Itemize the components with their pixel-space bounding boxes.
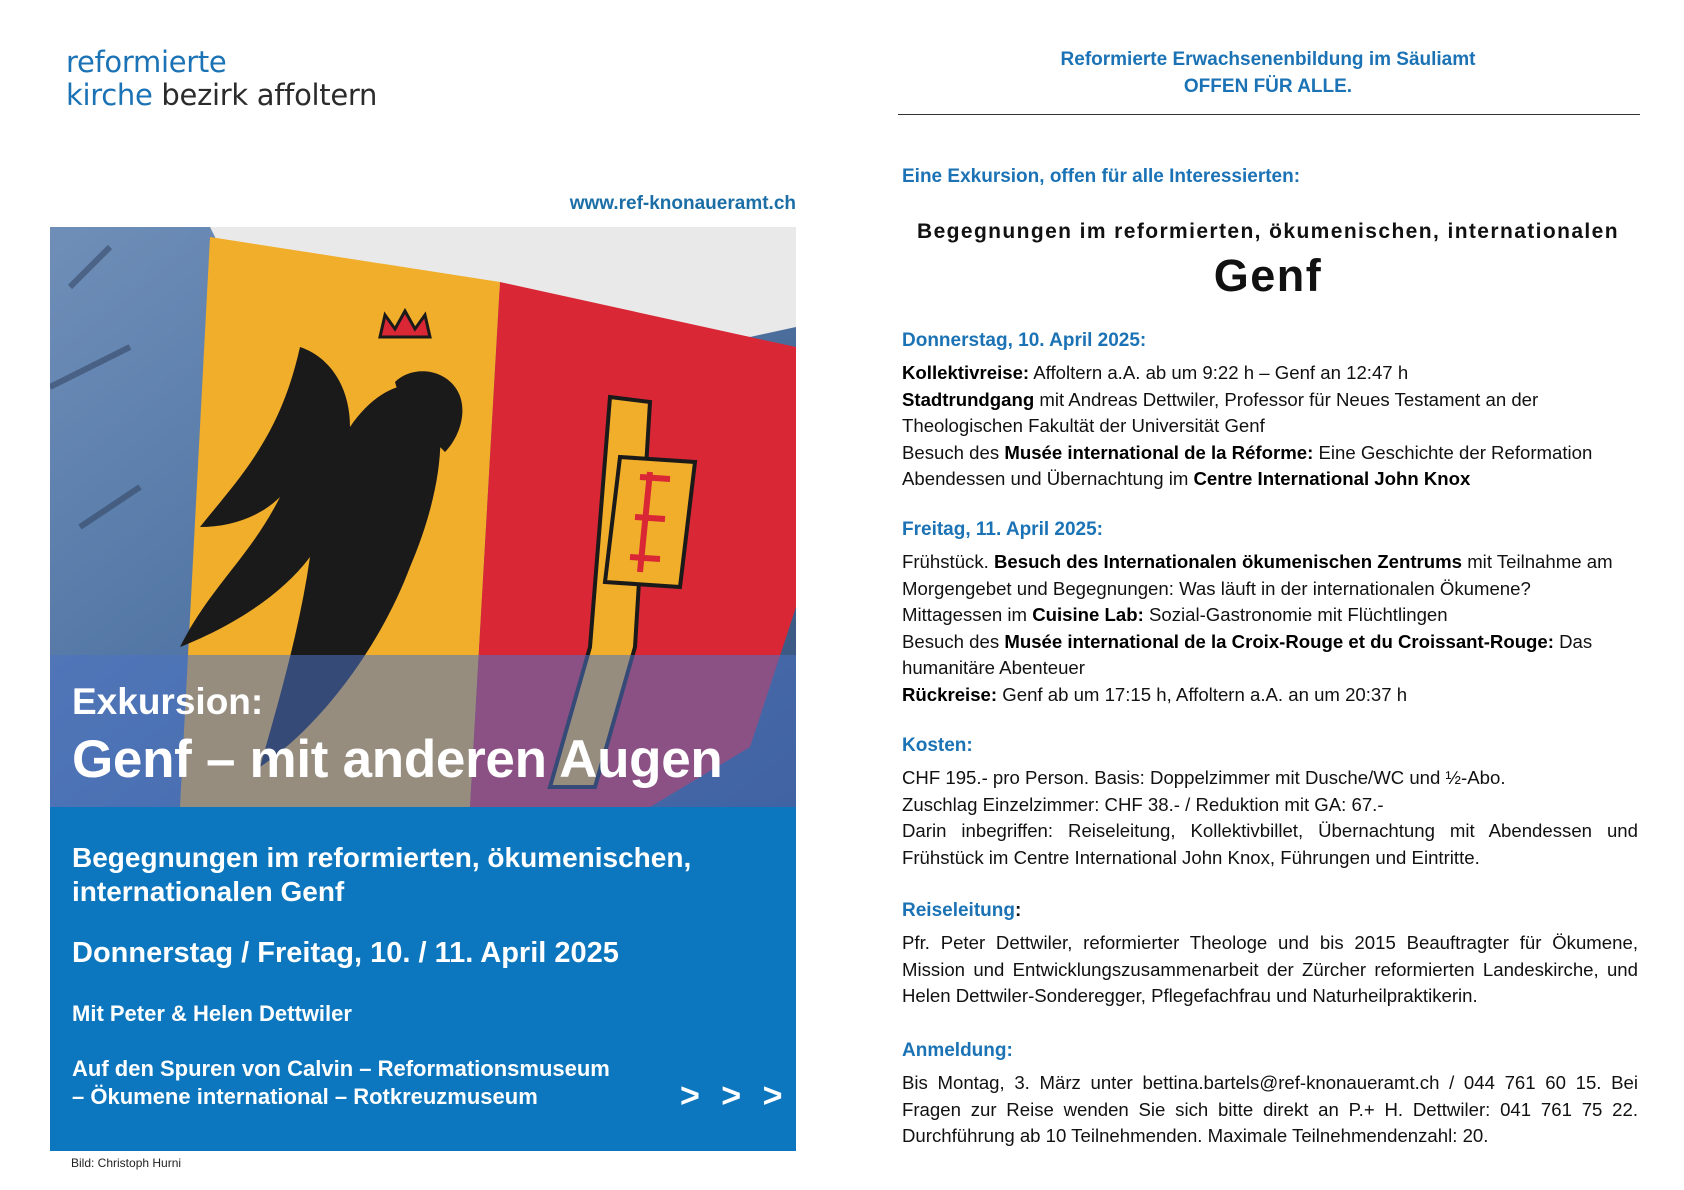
costs-section	[902, 735, 1638, 871]
day1-tour-text: mit Andreas Dettwiler, Professor für Neues Testament an der Theologischen Fakultät der Universität Genf	[902, 388, 1539, 437]
day2-line-breakfast	[902, 549, 1638, 602]
poster-dates: Donnerstag / Freitag, 10. / 11. April 2025	[72, 937, 619, 969]
header-divider	[898, 114, 1640, 115]
day2-museum-prefix: Besuch des	[902, 630, 1005, 652]
day1-section	[902, 330, 1638, 493]
day2-line-lunch	[902, 602, 1638, 629]
day2-centre-text: mit Teilnahme am Morgengebet und Begegnungen: Was läuft in der internationalen Ökumene?	[902, 551, 1613, 599]
costs-line-2: Zuschlag Einzelzimmer: CHF 38.- / Reduktion mit GA: 67.-	[902, 793, 1384, 815]
poster-topics	[72, 1055, 672, 1111]
day1-line-museum	[902, 440, 1638, 467]
day2-section	[902, 519, 1638, 709]
organizer-tagline: OFFEN FÜR ALLE.	[1183, 76, 1353, 97]
costs-line-3: Darin inbegriffen: Reiseleitung, Kollektivbillet, Übernachtung mit Abendessen und Frühstück im Centre International John Knox, Führungen und Eintritte.	[902, 820, 1638, 868]
poster	[50, 227, 796, 1151]
day2-lunch-venue: Cuisine Lab:	[1032, 604, 1144, 626]
poster-topics-line-1: Auf den Spuren von Calvin – Reformationsmuseum	[72, 1056, 610, 1081]
costs-line-1: CHF 195.- pro Person. Basis: Doppelzimmer mit Dusche/WC und ½-Abo.	[902, 767, 1506, 788]
registration-text: Bis Montag, 3. März unter bettina.bartels@ref-knonaueramt.ch / 044 761 60 15. Bei Fragen zur Reise wenden Sie sich bitte direkt an P.+ H. Dettwiler: 041 761 75 22. Durchführung ab 10 Teilnehmenden. Maximale Teilnehmendenzahl: 20.	[902, 1072, 1638, 1147]
event-title: Genf	[1213, 250, 1323, 301]
event-subtitle: Begegnungen im reformierten, ökumenischen, internationalen	[917, 220, 1619, 243]
excursion-title: Genf – mit anderen Augen	[72, 730, 723, 789]
tour-lead-text: Pfr. Peter Dettwiler, reformierter Theologe und bis 2015 Beauftragter für Ökumene, Mission und Entwicklungszusammenarbeit der Zürcher reformierten Landeskirche, und Helen Dettwiler-Sonderegger, Pflegefachfrau und Naturheilpraktikerin.	[902, 932, 1638, 1007]
day2-line-return	[902, 682, 1638, 709]
arrows-icon: > > >	[680, 1077, 789, 1115]
tour-lead-section	[902, 900, 1638, 1010]
church-logo	[66, 46, 377, 112]
logo-line-2-blue: kirche	[66, 78, 153, 112]
day2-centre-name: Besuch des Internationalen ökumenischen Zentrums	[993, 551, 1463, 572]
poster-guides: Mit Peter & Helen Dettwiler	[72, 1001, 352, 1026]
day1-line-dinner	[902, 466, 1638, 493]
day2-museum-name: Musée international de la Croix-Rouge et du Croissant-Rouge:	[1004, 630, 1554, 652]
poster-subtitle: Begegnungen im reformierten, ökumenischen, internationalen Genf	[72, 842, 692, 907]
website-link[interactable]: www.ref-knonaueramt.ch	[569, 193, 796, 214]
day1-dinner-venue: Centre International John Knox	[1193, 468, 1471, 490]
day2-lunch-text: Mittagessen im	[902, 604, 1033, 626]
day1-museum-prefix: Besuch des	[902, 441, 1005, 463]
day2-return-text: Genf ab um 17:15 h, Affoltern a.A. an um 20:37 h	[997, 683, 1408, 705]
day2-lunch-desc: Sozial-Gastronomie mit Flüchtlingen	[1143, 604, 1448, 626]
day1-travel-text: Affoltern a.A. ab um 9:22 h – Genf an 12:47 h	[1029, 362, 1409, 383]
organizer-name: Reformierte Erwachsenenbildung im Säuliamt	[1060, 49, 1476, 70]
registration-heading: Anmeldung:	[902, 1040, 1013, 1061]
day1-line-tour	[902, 387, 1638, 440]
tour-lead-heading	[902, 900, 1638, 922]
day1-heading: Donnerstag, 10. April 2025:	[902, 330, 1147, 351]
day1-museum-text: Eine Geschichte der Reformation	[1313, 441, 1593, 463]
intro-heading: Eine Exkursion, offen für alle Interessierten:	[902, 166, 1301, 187]
day2-line-museum	[902, 629, 1638, 682]
day1-line-travel	[902, 360, 1638, 387]
logo-line-1: reformierte	[66, 45, 227, 79]
day2-heading: Freitag, 11. April 2025:	[902, 519, 1103, 540]
day2-return-label: Rückreise:	[902, 683, 998, 705]
registration-section	[902, 1040, 1638, 1150]
tour-lead-heading-text: Reiseleitung	[902, 900, 1015, 921]
day1-tour-label: Stadtrundgang	[902, 388, 1035, 410]
logo-line-2-dark: bezirk affoltern	[152, 78, 378, 112]
costs-heading: Kosten:	[902, 735, 973, 756]
tour-lead-heading-colon: :	[1014, 900, 1022, 921]
day1-dinner-text: Abendessen und Übernachtung im	[902, 468, 1194, 490]
photo-credit: Bild: Christoph Hurni	[71, 1156, 182, 1170]
poster-topics-line-2: – Ökumene international – Rotkreuzmuseum	[72, 1084, 538, 1109]
day2-breakfast-text: Frühstück.	[902, 551, 994, 572]
day1-travel-label: Kollektivreise:	[902, 362, 1030, 383]
day1-museum-name: Musée international de la Réforme:	[1004, 441, 1314, 463]
excursion-label: Exkursion:	[72, 681, 264, 722]
day2-museum-text: Das humanitäre Abenteuer	[902, 630, 1593, 679]
organizer-header	[898, 46, 1638, 100]
info-panel	[50, 807, 796, 1151]
